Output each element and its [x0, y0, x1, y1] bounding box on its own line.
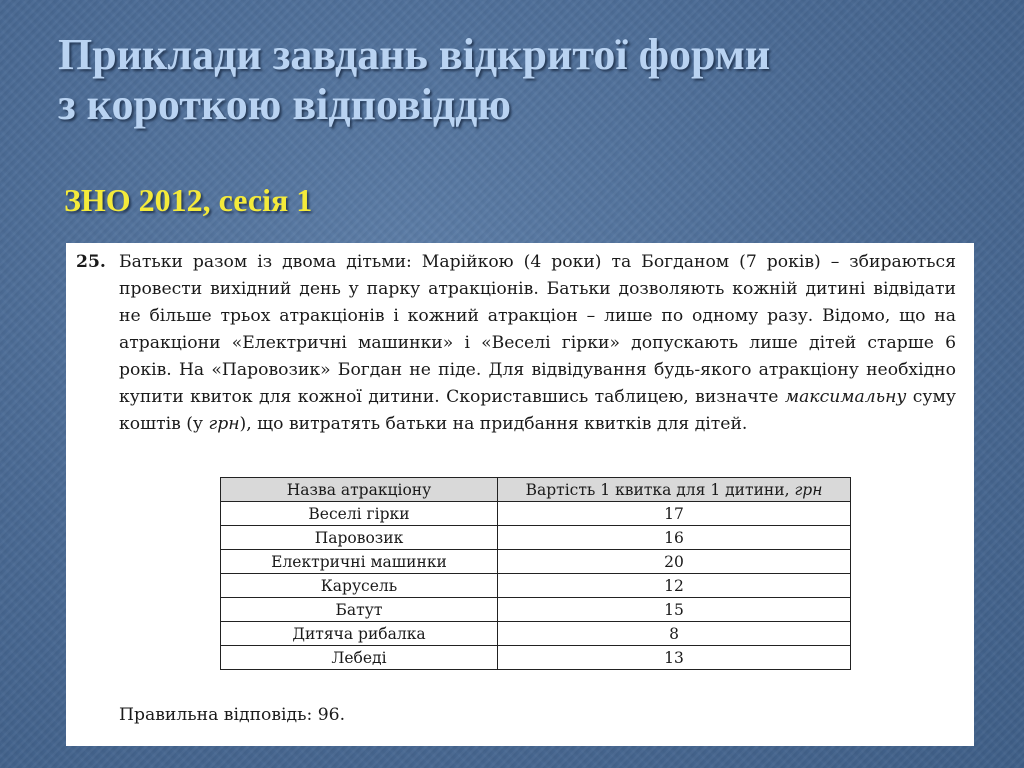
table-body — [221, 502, 851, 670]
task-text — [76, 249, 956, 438]
correct-answer: Правильна відповідь: 96. — [119, 705, 346, 725]
header-ticket-price-unit: грн — [794, 480, 823, 499]
table-row — [221, 550, 851, 574]
slide-title-line-2: з короткою відповіддю — [58, 80, 511, 129]
table-row — [221, 622, 851, 646]
slide-title-line-1: Приклади завдань відкритої форми — [58, 30, 771, 79]
task-text-part-2: суму коштів (у — [119, 387, 956, 434]
ticket-price-cell: 8 — [498, 622, 851, 646]
ticket-price-cell: 16 — [498, 526, 851, 550]
table-row — [221, 502, 851, 526]
ticket-price-cell: 20 — [498, 550, 851, 574]
table-row — [221, 574, 851, 598]
table-row — [221, 598, 851, 622]
attraction-name-cell: Паровозик — [221, 526, 498, 550]
table-row — [221, 526, 851, 550]
ticket-price-cell: 15 — [498, 598, 851, 622]
ticket-price-cell: 12 — [498, 574, 851, 598]
task-text-emphasis-max: максимальну — [784, 387, 907, 407]
header-ticket-price-label: Вартість 1 квитка для 1 дитини, — [525, 480, 790, 499]
attraction-name-cell: Дитяча рибалка — [221, 622, 498, 646]
header-ticket-price — [498, 478, 851, 502]
table-header-row — [221, 478, 851, 502]
ticket-price-cell: 17 — [498, 502, 851, 526]
attractions-table — [220, 477, 851, 670]
task-text-part-1: Батьки разом із двома дітьми: Марійкою (4 роки) та Богданом (7 років) – збираються провести вихідний день у парку атракціонів. Батьки дозволяють кожній дитині відвідати не більше трьох атракціонів і кожний атракціон – лише по одному разу. Відомо, що на атракціони «Електричні машинки» і «Веселі гірки» допускають лише дітей старше 6 років. На «Паровозик» Богдан не піде. Для відвідування будь-якого атракціону необхідно купити квиток для кожної дитини. Скориставшись таблицею, визначте — [119, 252, 956, 407]
table-row — [221, 646, 851, 670]
task-text-emphasis-unit: грн — [208, 414, 240, 434]
slide-subtitle: ЗНО 2012, сесія 1 — [64, 182, 313, 218]
attraction-name-cell: Електричні машинки — [221, 550, 498, 574]
slide-title — [58, 30, 770, 130]
attraction-name-cell: Батут — [221, 598, 498, 622]
attraction-name-cell: Карусель — [221, 574, 498, 598]
task-text-part-3: ), що витратять батьки на придбання квитків для дітей. — [239, 414, 748, 434]
header-attraction-name: Назва атракціону — [221, 478, 498, 502]
attraction-name-cell: Веселі гірки — [221, 502, 498, 526]
task-number: 25. — [76, 252, 106, 272]
ticket-price-cell: 13 — [498, 646, 851, 670]
attraction-name-cell: Лебеді — [221, 646, 498, 670]
task-panel — [66, 243, 974, 746]
